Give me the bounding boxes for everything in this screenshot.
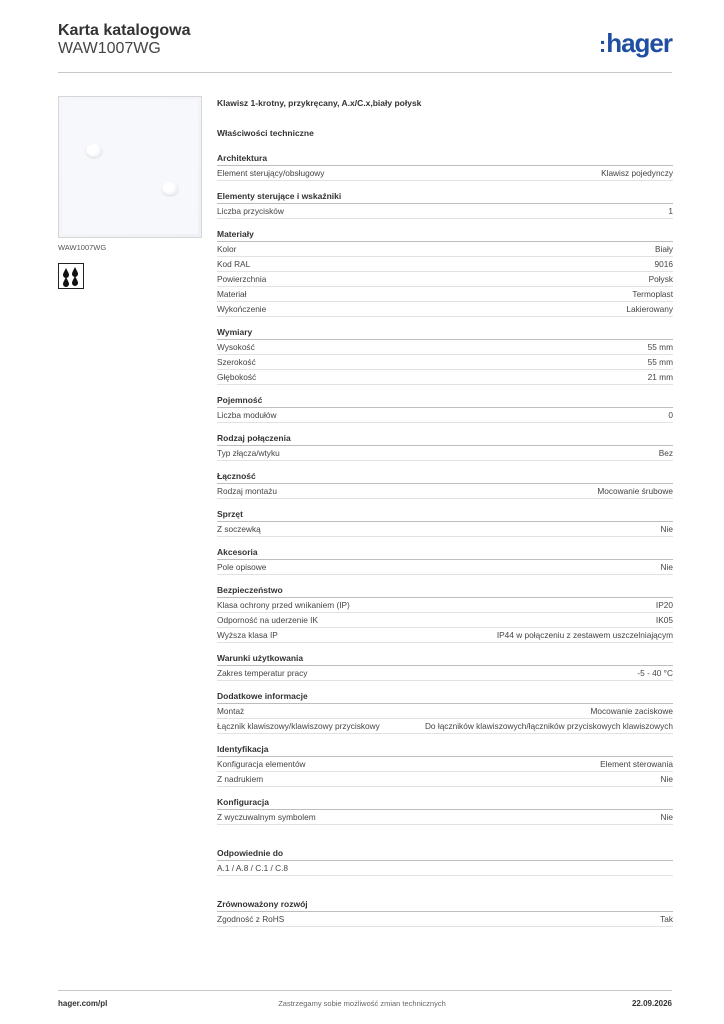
spec-row xyxy=(217,522,673,537)
section-title: Materiały xyxy=(217,228,673,242)
footer-website: hager.com/pl xyxy=(58,999,108,1008)
spec-value: Nie xyxy=(660,562,673,572)
spec-row xyxy=(217,719,673,734)
spec-section xyxy=(217,432,673,461)
spec-value: 55 mm xyxy=(647,357,673,367)
spec-value: Nie xyxy=(660,812,673,822)
section-title: Konfiguracja xyxy=(217,796,673,810)
spec-row xyxy=(217,272,673,287)
spec-value: Nie xyxy=(660,524,673,534)
spec-row xyxy=(217,257,673,272)
spec-section xyxy=(217,470,673,499)
product-description: Klawisz 1-krotny, przykręcany, A.x/C.x,biały połysk xyxy=(217,98,422,108)
spec-row xyxy=(217,355,673,370)
switch-plate xyxy=(62,100,198,234)
hager-logo xyxy=(599,28,672,59)
spec-value: Mocowanie śrubowe xyxy=(597,486,673,496)
spec-content xyxy=(217,98,673,936)
spec-section xyxy=(217,584,673,643)
technical-properties-heading: Właściwości techniczne xyxy=(217,128,314,138)
section-title: Odpowiednie do xyxy=(217,847,673,861)
spec-section xyxy=(217,652,673,681)
spec-label: Montaż xyxy=(217,706,245,716)
spec-value: 0 xyxy=(668,410,673,420)
spec-section xyxy=(217,326,673,385)
spec-value: Termoplast xyxy=(632,289,673,299)
section-title: Dodatkowe informacje xyxy=(217,690,673,704)
spec-value: Klawisz pojedynczy xyxy=(601,168,673,178)
spec-row xyxy=(217,287,673,302)
logo-dots-icon: : xyxy=(598,32,606,57)
product-image-caption: WAW1007WG xyxy=(58,243,107,252)
section-title: Pojemność xyxy=(217,394,673,408)
spec-row xyxy=(217,242,673,257)
spec-sections xyxy=(217,152,673,927)
section-title: Sprzęt xyxy=(217,508,673,522)
spec-value: Bez xyxy=(658,448,673,458)
spec-row xyxy=(217,861,673,876)
spec-value: Biały xyxy=(655,244,673,254)
section-title: Rodzaj połączenia xyxy=(217,432,673,446)
section-title: Identyfikacja xyxy=(217,743,673,757)
spec-label: Pole opisowe xyxy=(217,562,267,572)
section-title: Wymiary xyxy=(217,326,673,340)
spec-row xyxy=(217,560,673,575)
spec-section xyxy=(217,690,673,734)
spec-label: Wyższa klasa IP xyxy=(217,630,278,640)
header-divider xyxy=(58,72,672,73)
section-title: Łączność xyxy=(217,470,673,484)
spec-label: Odporność na uderzenie IK xyxy=(217,615,319,625)
spec-label: Zakres temperatur pracy xyxy=(217,668,308,678)
section-title: Architektura xyxy=(217,152,673,166)
spec-label: Z soczewką xyxy=(217,524,261,534)
spec-label: Kod RAL xyxy=(217,259,251,269)
spec-label: A.1 / A.8 / C.1 / C.8 xyxy=(217,863,289,873)
spec-value: Element sterowania xyxy=(600,759,673,769)
spec-section xyxy=(217,394,673,423)
spec-row xyxy=(217,204,673,219)
water-drops-icon xyxy=(58,263,84,289)
spec-label: Element sterujący/obsługowy xyxy=(217,168,325,178)
spec-row xyxy=(217,446,673,461)
spec-label: Z nadrukiem xyxy=(217,774,264,784)
spec-row xyxy=(217,408,673,423)
spec-value: IP20 xyxy=(655,600,673,610)
spec-label: Głębokość xyxy=(217,372,257,382)
document-subtitle: WAW1007WG xyxy=(58,40,161,57)
spec-section xyxy=(217,508,673,537)
spec-value: 21 mm xyxy=(647,372,673,382)
spec-label: Typ złącza/wtyku xyxy=(217,448,280,458)
spec-row xyxy=(217,757,673,772)
spec-value: IP44 w połączeniu z zestawem uszczelniającym xyxy=(496,630,673,640)
spec-section xyxy=(217,898,673,927)
product-image xyxy=(58,96,202,238)
spec-section xyxy=(217,228,673,317)
spec-row xyxy=(217,772,673,787)
spec-section xyxy=(217,743,673,787)
spec-value: Tak xyxy=(660,914,673,924)
section-title: Bezpieczeństwo xyxy=(217,584,673,598)
spec-label: Wykończenie xyxy=(217,304,267,314)
spec-row xyxy=(217,484,673,499)
spec-row xyxy=(217,370,673,385)
footer-disclaimer: Zastrzegamy sobie możliwość zmian technicznych xyxy=(278,999,446,1008)
spec-row xyxy=(217,704,673,719)
screw-cap-icon xyxy=(162,182,178,195)
spec-value: Mocowanie zaciskowe xyxy=(590,706,673,716)
spec-value: 55 mm xyxy=(647,342,673,352)
spec-value: Lakierowany xyxy=(626,304,673,314)
spec-row xyxy=(217,628,673,643)
spec-row xyxy=(217,302,673,317)
spec-label: Liczba modułów xyxy=(217,410,277,420)
spec-label: Kolor xyxy=(217,244,237,254)
spec-value: Nie xyxy=(660,774,673,784)
spec-label: Wysokość xyxy=(217,342,255,352)
spec-label: Klasa ochrony przed wnikaniem (IP) xyxy=(217,600,350,610)
spec-row xyxy=(217,340,673,355)
logo-text: hager xyxy=(606,28,672,58)
spec-label: Liczba przycisków xyxy=(217,206,284,216)
spec-label: Powierzchnia xyxy=(217,274,267,284)
spec-row xyxy=(217,598,673,613)
screw-cap-icon xyxy=(86,144,102,157)
spec-label: Konfiguracja elementów xyxy=(217,759,306,769)
spec-label: Łącznik klawiszowy/klawiszowy przyciskowy xyxy=(217,721,380,731)
spec-section xyxy=(217,190,673,219)
spec-value: -5 - 40 °C xyxy=(637,668,673,678)
spec-value: IK05 xyxy=(655,615,673,625)
spec-value: 9016 xyxy=(654,259,673,269)
spec-row xyxy=(217,810,673,825)
document-title: Karta katalogowa xyxy=(58,22,191,39)
spec-value: Do łączników klawiszowych/łączników przyciskowych klawiszowych xyxy=(424,721,673,731)
spec-row xyxy=(217,166,673,181)
spec-row xyxy=(217,613,673,628)
spec-label: Zgodność z RoHS xyxy=(217,914,285,924)
spec-row xyxy=(217,666,673,681)
spec-label: Szerokość xyxy=(217,357,256,367)
footer-divider xyxy=(58,990,672,991)
spec-row xyxy=(217,912,673,927)
spec-section xyxy=(217,847,673,876)
footer-date: 22.09.2026 xyxy=(631,999,672,1008)
section-title: Zrównoważony rozwój xyxy=(217,898,673,912)
spec-value: Połysk xyxy=(648,274,673,284)
section-title: Akcesoria xyxy=(217,546,673,560)
spec-label: Rodzaj montażu xyxy=(217,486,277,496)
spec-section xyxy=(217,546,673,575)
spec-label: Z wyczuwalnym symbolem xyxy=(217,812,316,822)
section-title: Elementy sterujące i wskaźniki xyxy=(217,190,673,204)
spec-label: Materiał xyxy=(217,289,247,299)
spec-section xyxy=(217,796,673,825)
spec-section xyxy=(217,152,673,181)
section-title: Warunki użytkowania xyxy=(217,652,673,666)
spec-value: 1 xyxy=(668,206,673,216)
